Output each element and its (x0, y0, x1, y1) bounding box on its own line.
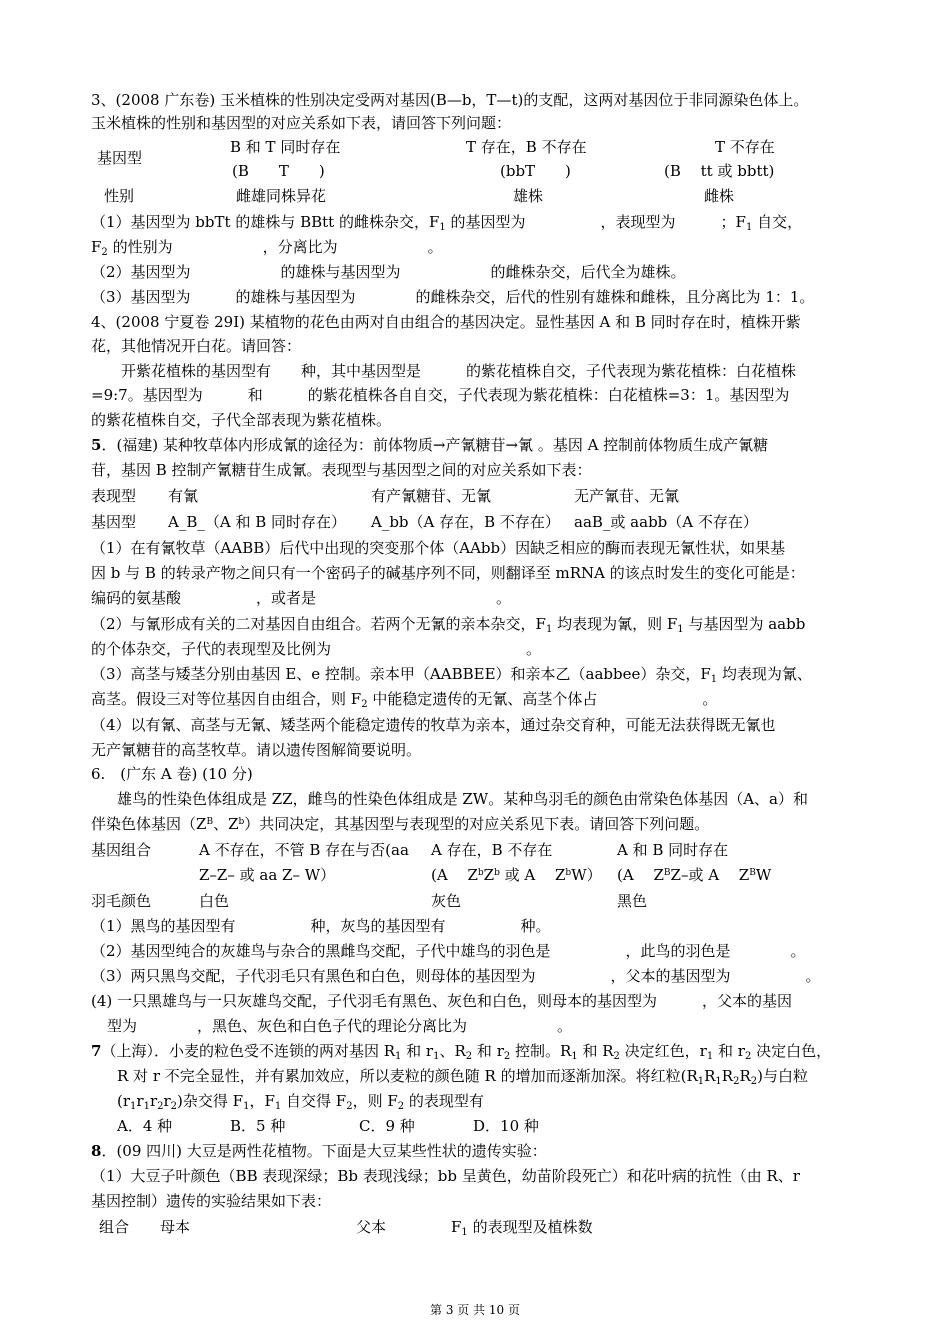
q5-table-phenotype-label: 表现型 (91, 487, 137, 505)
q3-part3: （3）基因型为 的雄株与基因型为 的雌株杂交，后代的性别有雄株和雌株，且分离比为 1：1。 (91, 288, 815, 306)
q7-option-c: C．9 种 (359, 1117, 415, 1135)
q6-table-color-3: 黑色 (617, 892, 648, 910)
q5-line1: 5．(福建) 某种牧草体内形成氰的途径为：前体物质→产氰糖苷→氰 。基因 A 控制前体物质生成产氰糖 (91, 436, 769, 454)
q6-table-col3-a: A 和 B 同时存在 (617, 841, 729, 859)
q8-table-header-father: 父本 (356, 1218, 387, 1236)
q6-header: 6. (广东 A 卷) (10 分) (91, 765, 253, 783)
q6-part4-line2: 型为 ，黑色、灰色和白色子代的理论分离比为 。 (107, 1017, 573, 1035)
q6-part3: （3）两只黑鸟交配，子代羽毛只有黑色和白色，则母体的基因型为 ，父本的基因型为 。 (91, 967, 821, 985)
q4-line5: 的紫花植株自交，子代全部表现为紫花植株。 (91, 411, 392, 429)
q7-line1: 7（上海）．小麦的粒色受不连锁的两对基因 $R_1$ 和 $r_1$、$R_2$ 和 $r_2$ 控制。$R_1$ 和 $R_2$ 决定红色，$r_1$ 和 $r_2$ 决定白色， (91, 1042, 832, 1062)
q5-part1-line1: （1）在有氰牧草（AABB）后代中出现的突变那个体（AAbb）因缺乏相应的酶而表现无氰性状，如果基 (91, 539, 786, 557)
q6-table-col3-b: (A $Z^BZ-$或 A $Z^BW$ (617, 866, 772, 884)
q4-line1: 4、(2008 宁夏卷 29Ⅰ) 某植物的花色由两对自由组合的基因决定。显性基因 A 和 B 同时存在时，植株开紫 (91, 313, 801, 331)
q3-part2: （2）基因型为 的雄株与基因型为 的雌株杂交，后代全为雄株。 (91, 263, 686, 281)
q6-part4-line1: (4) 一只黑雄鸟与一只灰雄鸟交配，子代羽毛有黑色、灰色和白色，则母本的基因型为 ，父本的基因 (91, 992, 793, 1010)
q4-line4: =9:7。基因型为 和 的紫花植株各自自交，子代表现为紫花植株：白花植株=3：1。基因型为 (91, 386, 790, 404)
q6-line1: 雄鸟的性染色体组成是 ZZ，雌鸟的性染色体组成是 ZW。某种鸟羽毛的颜色由常染色体基因（A、a）和 (117, 790, 809, 808)
q6-part2: （2）基因型纯合的灰雄鸟与杂合的黑雌鸟交配，子代中雄鸟的羽色是 ，此鸟的羽色是 。 (91, 942, 806, 960)
q5-part1-line2: 因 b 与 B 的转录产物之间只有一个密码子的碱基序列不同，则翻译至 mRNA 的该点时发生的变化可能是： (91, 564, 805, 582)
q5-part4-line1: （4）以有氰、高茎与无氰、矮茎两个能稳定遗传的牧草为亲本，通过杂交育种，可能无法获得既无氰也 (91, 716, 776, 734)
q6-table-label-color: 羽毛颜色 (91, 892, 152, 910)
q5-table-phenotype-2: 有产氰糖苷、无氰 (371, 487, 492, 505)
q5-part3-line2: 高茎。假设三对等位基因自由组合，则 $F_2$ 中能稳定遗传的无氰、高茎个体占 。 (91, 690, 718, 710)
q5-table-genotype-3: aaB_或 aabb（A 不存在） (574, 513, 758, 531)
q5-part2-line1: （2）与氰形成有关的二对基因自由组合。若两个无氰的亲本杂交，$F_1$ 均表现为氰，则 $F_1$ 与基因型为 aabb (91, 615, 806, 635)
q3-part1-line2: $F_2$ 的性别为 ，分离比为 。 (91, 238, 443, 258)
q3-table-col3-a: T 不存在 (715, 138, 775, 156)
q7-line2: R 对 r 不完全显性，并有累加效应，所以麦粒的颜色随 R 的增加而逐渐加深。将红粒$(R_1R_1R_2R_2)$与白粒 (117, 1067, 808, 1087)
q3-table-col3-b: (B tt 或 bbtt) (664, 162, 775, 180)
q6-part1: （1）黑鸟的基因型有 种，灰鸟的基因型有 种。 (91, 917, 551, 935)
q3-table-sex-2: 雄株 (513, 187, 544, 205)
page-footer: 第 3 页 共 10 页 (430, 1303, 520, 1317)
q3-table-col2-a: T 存在，B 不存在 (466, 138, 587, 156)
q6-table-color-2: 灰色 (431, 892, 462, 910)
q5-table-genotype-label: 基因型 (91, 513, 137, 531)
q8-table-header-group: 组合 (99, 1218, 130, 1236)
q5-part2-line2: 的个体杂交，子代的表现型及比例为 。 (91, 640, 542, 658)
q5-table-genotype-2: A_bb（A 存在，B 不存在） (371, 513, 560, 531)
q5-part1-line3: 编码的氨基酸 ，或者是 。 (91, 589, 512, 607)
q8-table-header-f1: $F_1$ 的表现型及植株数 (451, 1218, 593, 1238)
q3-table-sex-3: 雌株 (704, 187, 735, 205)
q3-table-genotype-label: 基因型 (97, 149, 143, 167)
q7-option-d: D．10 种 (473, 1117, 539, 1135)
q3-table-col2-b: (bbT ) (500, 162, 571, 180)
q7-option-b: B．5 种 (230, 1117, 286, 1135)
q6-table-col1-b: Z–Z– 或 aa Z– W） (199, 866, 336, 884)
q6-line2: 伴染色体基因（$Z^B$、$Z^b$）共同决定，其基因型与表现型的对应关系见下表。请回答下列问题。 (91, 815, 710, 833)
q5-part4-line2: 无产氰糖苷的高茎牧草。请以遗传图解简要说明。 (91, 741, 422, 759)
q3-table-sex-1: 雌雄同株异花 (236, 187, 327, 205)
q3-table-col1-b: (B T ) (232, 162, 325, 180)
q5-table-genotype-1: A_B_（A 和 B 同时存在） (168, 513, 347, 531)
q5-table-phenotype-3: 无产氰苷、无氰 (574, 487, 680, 505)
q6-table-color-1: 白色 (199, 892, 230, 910)
q3-part1-line1: （1）基因型为 bbTt 的雄株与 BBtt 的雌株杂交，$F_1$ 的基因型为 ，表现型为 ；$F_1$ 自交， (91, 213, 803, 233)
q3-line2: 玉米植株的性别和基因型的对应关系如下表，请回答下列问题： (91, 114, 512, 132)
q3-table-sex-label: 性别 (104, 187, 135, 205)
q6-table-col2-b: (A $Z^bZ^b$ 或 A $Z^bW$） (431, 866, 602, 884)
q4-line2: 花，其他情况开白花。请回答： (91, 337, 302, 355)
q4-line3: 开紫花植株的基因型有 种，其中基因型是 的紫花植株自交，子代表现为紫花植株：白花植株 (121, 362, 797, 380)
q8-line2: （1）大豆子叶颜色（BB 表现深绿；Bb 表现浅绿；bb 呈黄色，幼苗阶段死亡）和花叶病的抗性（由 R、r (91, 1167, 800, 1185)
q6-table-col2-a: A 存在，B 不存在 (431, 841, 553, 859)
q7-line3: $(r_1r_1r_2r_2)$杂交得 $F_1$，$F_1$ 自交得 $F_2$，则 $F_2$ 的表现型有 (117, 1092, 484, 1112)
q6-table-label-combo: 基因组合 (91, 841, 152, 859)
q5-line2: 苷，基因 B 控制产氰糖苷生成氰。表现型与基因型之间的对应关系如下表： (91, 461, 592, 479)
q3-line1: 3、(2008 广东卷) 玉米植株的性别决定受两对基因(B—b，T—t)的支配，这两对基因位于非同源染色体上。 (91, 91, 809, 109)
q5-part3-line1: （3）高茎与矮茎分别由基因 E、e 控制。亲本甲（AABBEE）和亲本乙（aabbee）杂交，$F_1$ 均表现为氰、 (91, 665, 812, 685)
q6-table-col1-a: A 不存在，不管 B 存在与否(aa (199, 841, 409, 859)
q3-table-col1-a: B 和 T 同时存在 (230, 138, 341, 156)
q8-line3: 基因控制）遗传的实验结果如下表： (91, 1192, 332, 1210)
q7-option-a: A．4 种 (117, 1117, 173, 1135)
q8-line1: 8．(09 四川) 大豆是两性花植物。下面是大豆某些性状的遗传实验： (91, 1142, 547, 1160)
q5-table-phenotype-1: 有氰 (168, 487, 199, 505)
q8-table-header-mother: 母本 (160, 1218, 191, 1236)
